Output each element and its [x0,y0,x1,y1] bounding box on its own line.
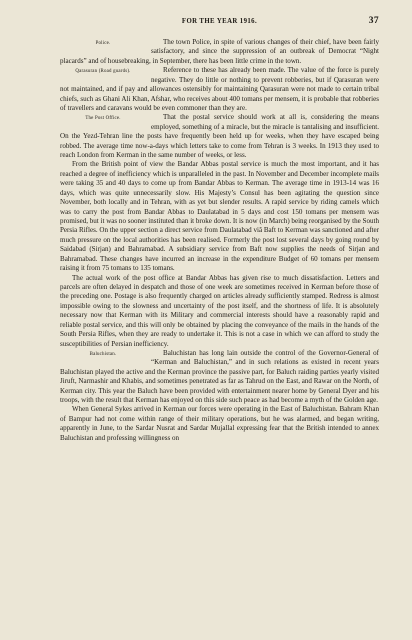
side-heading-police: Police. [95,41,111,46]
running-title: FOR THE YEAR 1916. [181,18,258,25]
paragraph-baluchistan [60,349,379,406]
paragraph-post-office-work [60,274,379,349]
paragraph-police [60,38,379,66]
side-heading-baluchistan: Baluchistan. [89,351,117,357]
page-header [60,18,379,30]
paragraph-qarasuran [60,66,379,113]
paragraph-text: The actual work of the post office at Bandar Abbas has given rise to much dissatisfaction. Letters and parcels are often delayed in despatch and those of one week are sometimes received in Kerman before those of the preceding one. Postage is also frequently charged on articles already sufficiently stamped. Redress is almost impossible owing to the slowness and uncertainty of the post itself, and the shortness of life. It is absolutely necessary now that Kerman with its Military and commercial interests should have a reasonably rapid and reliable postal service, and this will only be obtained by placing the conveyance of the mails in the hands of the South Persia Rifles, when they are ready to undertake it. This is not a case in which we can afford to study the susceptibilities of Persian inefficiency. [60,273,379,348]
side-heading-post-office: The Post Office. [85,116,121,122]
page-body [60,38,379,443]
paragraph-text: The town Police, in spite of various changes of their chief, have been fairly satisfactory, and since the suppression of an outbreak of Democrat “Night placards” and of housebreaking, in September, there has been little crime in the town. [60,38,379,65]
paragraph-text: When General Sykes arrived in Kerman our forces were operating in the East of Baluchistan. Bahram Khan of Bampur had not come within range of their military operations, but he was alarmed, and began writing, apparently in June, to the Sardar Nusrat and Sardar Mujallal expressing fear that the British intended to annex Baluchistan and professing willingness on [60,405,379,442]
paragraph-text: Reference to these has already been made. The value of the force is purely negative. They do little or nothing to prevent robberies, but if Qarasuran were not maintained, and if pay and allowances ostensibly for maintaining Qarasuran were not made to certain tribal chiefs, such as Ghani Ali Khan, Afshar, who receives about 400 tomans per mensem, it is probable that robberies of travellers and caravans would be even commoner than they are. [60,66,379,112]
side-heading-qarasuran: Qarasuran (Road guards). [75,69,131,75]
paragraph-text: Baluchistan has long lain outside the control of the Governor-General of “Kerman and Baluchistan,” and in such relations as existed in recent years Baluchistan played the active and the Kerman province the passive part, for Baluch raiding parties yearly visited Jiruft, Narmashir and Khabis, and sometimes penetrated as far as Tahrud on the East, and Rawar on the North, of Kerman city. This year the Baluch have been provided with entertainment nearer home by General Dyer and his troops, with the result that Kerman has enjoyed on this side such peace as had become a myth of the Golden age. [60,348,379,405]
paragraph-text: That the postal service should work at all is, considering the means employed, something of a miracle, but the miracle is tantalising and insufficient. On the Yezd-Tehran line the posts have frequently been held up for weeks, when they have escaped being robbed. The average time now-a-days which letters take to come from Tehran is 3 weeks. In 1913 they used to reach London from Kerman in the same number of weeks, or less. [60,113,379,160]
page-number: 37 [368,16,379,26]
paragraph-general-sykes [60,405,379,443]
paragraph-text: From the British point of view the Bandar Abbas postal service is much the most important, and it has reached a degree of inefficiency which is unparalleled in the past. In November and December incomplete mails were taking 35 and 40 days to come up from Bandar Abbas to Kerman. The average time in 1913-14 was 16 days, which was quite unnecessarily slow. His Majesty’s Consul has been agitating the question since November, both locally and in Tehran, with as yet but slender results. A rapid service by riding camels which was to carry the post from Bandar Abbas to Daulatabad in 5 days and cost 150 tomans per mensem was promised, but it was no sooner instituted than it broke down. It is now (in March) being reorganised by the South Persia Rifles. On the upper section a direct service from Daulatabad viâ Baft to Kerman was sanctioned and after much pressure on the local authorities has been realised. Formerly the post lost several days by going round by Saidabad (Sirjan) and Bahramabad. A subsidiary service from Baft now supplies the needs of Sirjan and Bahramabad. These changes have incurred an increase in the expenditure Budget of 60 tomans per mensem raising it from 75 tomans to 135 tomans. [60,160,379,273]
paragraph-bandar-abbas [60,160,379,273]
paragraph-post-office [60,113,379,160]
